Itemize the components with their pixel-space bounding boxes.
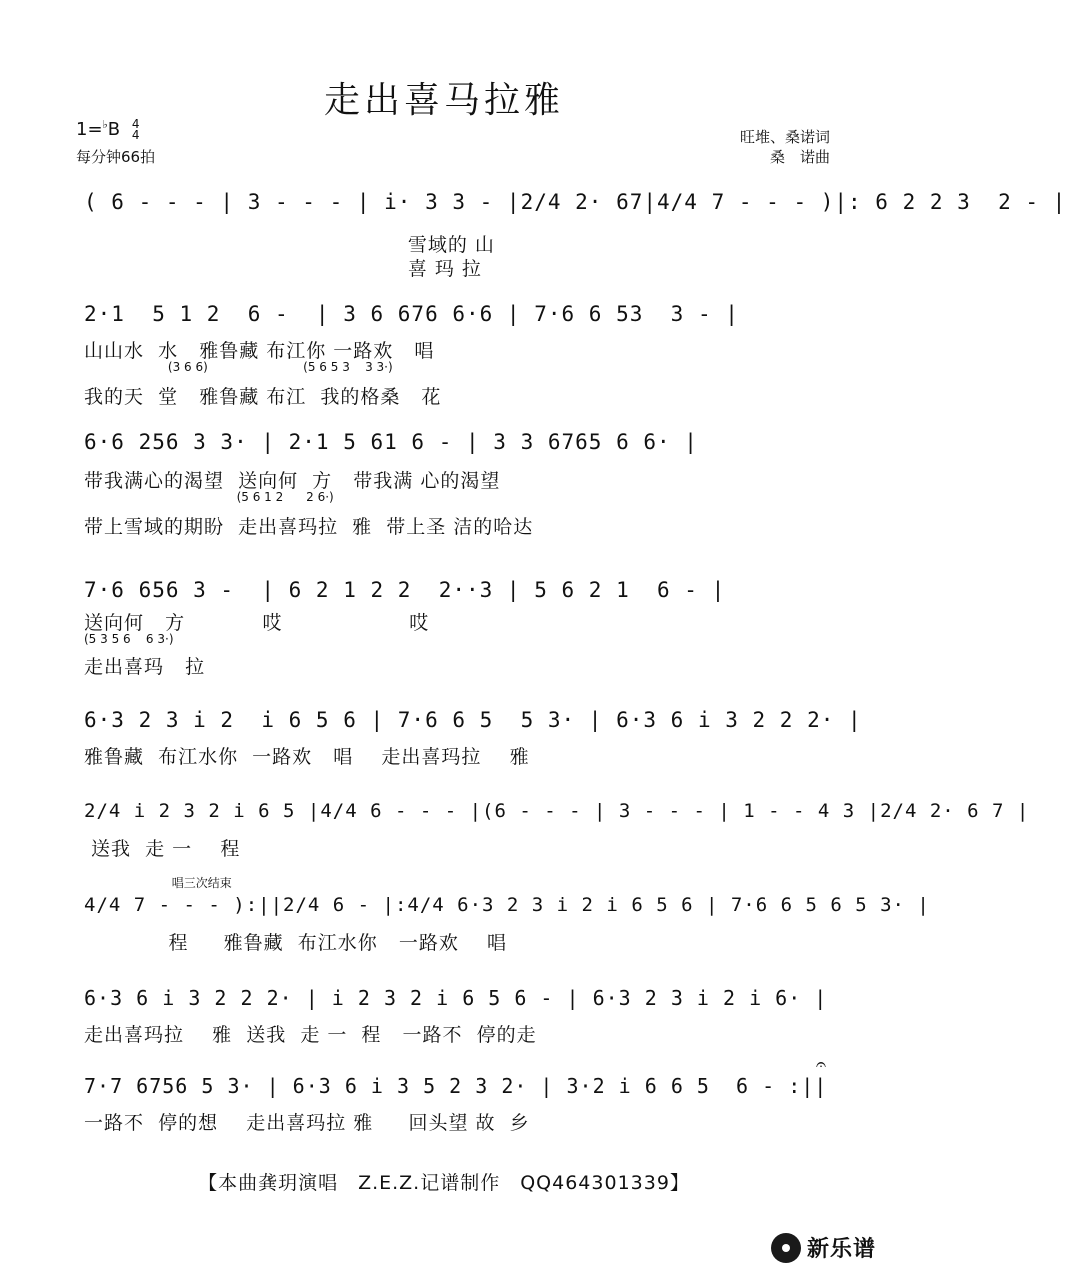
score-line-2: 2·1 5 1 2 6 - | 3 6 676 6·6 | 7·6 6 53 3 - | [84, 302, 739, 326]
lyric-line-1b: 喜 玛 拉 [84, 258, 482, 280]
lyric-line-4a: 送向何 方 哎 哎 [84, 612, 430, 634]
page-title: 走出喜马拉雅 [323, 80, 564, 121]
lyric-line-3b: 带上雪域的期盼 走出喜玛拉 雅 带上圣 洁的哈达 [84, 516, 534, 538]
variant-notes-4: (5 3 5 6 6 3·) [84, 632, 174, 646]
lyric-line-2a: 山山水 水 雅鲁藏 布江你 一路欢 唱 [84, 340, 435, 362]
composer-credit: 桑 诺曲 [769, 148, 830, 166]
logo-text: 新乐谱 [806, 1237, 876, 1262]
fermata-icon: 𝄐 [816, 1054, 827, 1075]
tempo-marking: 每分钟66拍 [76, 148, 156, 166]
time-top: 4 [131, 117, 140, 131]
lyricist-credit: 旺堆、桑诺词 [739, 128, 830, 146]
score-line-9: 7·7 6756 5 3· | 6·3 6 i 3 5 2 3 2· | 3·2 i 6 6 5 6 - :|| [84, 1074, 828, 1098]
score-line-6: 2/4 i 2 3 2 i 6 5 |4/4 6 - - - |(6 - - - | 3 - - - | 1 - - 4 3 |2/4 2· 6 7 | [84, 800, 1030, 822]
lyric-line-6: 送我 走 一 程 [84, 838, 241, 860]
lyric-line-8: 走出喜玛拉 雅 送我 走 一 程 一路不 停的走 [84, 1024, 537, 1046]
variant-notes-3: (5 6 1 2 2 6·) [84, 490, 334, 504]
key-note: B [107, 119, 121, 140]
site-logo[interactable] [771, 1232, 876, 1263]
lyric-line-5: 雅鲁藏 布江水你 一路欢 唱 走出喜玛拉 雅 [84, 746, 530, 768]
score-line-3: 6·6 256 3 3· | 2·1 5 61 6 - | 3 3 6765 6 6· | [84, 430, 698, 454]
music-disc-icon [771, 1233, 801, 1263]
flat-sign: ♭ [102, 118, 108, 131]
score-line-5: 6·3 2 3 i 2 i 6 5 6 | 7·6 6 5 5 3· | 6·3 6 i 3 2 2 2· | [84, 708, 862, 732]
lyric-line-1a: 雪域的 山 [84, 234, 495, 256]
lyric-line-4b: 走出喜玛 拉 [84, 656, 206, 678]
lyric-line-9: 一路不 停的想 走出喜玛拉 雅 回头望 故 乡 [84, 1112, 530, 1134]
score-line-8: 6·3 6 i 3 2 2 2· | i 2 3 2 i 6 5 6 - | 6·3 2 3 i 2 i 6· | [84, 986, 828, 1010]
variant-notes-2: (3 6 6) (5 6 5 3 3 3·) [84, 360, 393, 374]
key-signature [76, 118, 139, 141]
time-bottom: 4 [131, 128, 140, 142]
score-line-7: 4/4 7 - - - ):||2/4 6 - |:4/4 6·3 2 3 i 2 i 6 5 6 | 7·6 6 5 6 5 3· | [84, 894, 930, 916]
lyric-line-2b: 我的天 堂 雅鲁藏 布江 我的格桑 花 [84, 386, 442, 408]
ending-note: 唱三次结束 [84, 876, 232, 890]
key-prefix: 1= [76, 119, 103, 140]
score-line-1: ( 6 - - - | 3 - - - | i· 3 3 - |2/4 2· 67|4/4 7 - - - )|: 6 2 2 3 2 - | [84, 190, 1066, 214]
lyric-line-3a: 带我满心的渴望 送向何 方 带我满 心的渴望 [84, 470, 501, 492]
time-signature [132, 119, 140, 141]
lyric-line-7: 程 雅鲁藏 布江水你 一路欢 唱 [84, 932, 508, 954]
footer-credit: 【本曲龚玥演唱 Z.E.Z.记谱制作 QQ464301339】 [198, 1172, 690, 1194]
score-line-4: 7·6 656 3 - | 6 2 1 2 2 2··3 | 5 6 2 1 6 - | [84, 578, 726, 602]
